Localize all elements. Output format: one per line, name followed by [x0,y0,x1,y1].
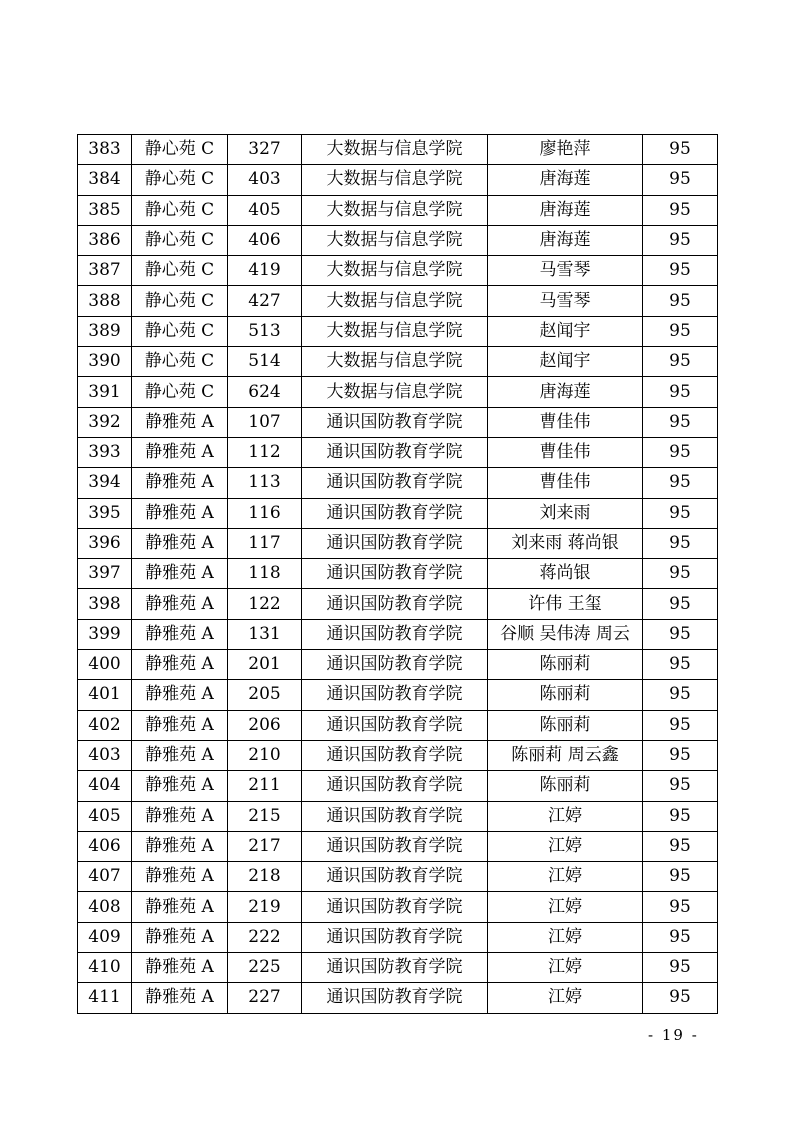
cell-building: 静雅苑 A [132,771,228,801]
cell-room: 225 [228,953,302,983]
cell-number: 399 [78,619,132,649]
cell-room: 117 [228,528,302,558]
cell-building: 静雅苑 A [132,680,228,710]
table-row [78,135,718,165]
cell-college: 大数据与信息学院 [302,135,488,165]
cell-building: 静雅苑 A [132,983,228,1013]
cell-name: 江婷 [488,862,643,892]
cell-room: 206 [228,710,302,740]
cell-name: 曹佳伟 [488,468,643,498]
cell-room: 107 [228,407,302,437]
cell-room: 227 [228,983,302,1013]
cell-building: 静雅苑 A [132,740,228,770]
table-row [78,528,718,558]
cell-name: 唐海莲 [488,225,643,255]
cell-college: 通识国防教育学院 [302,801,488,831]
cell-number: 385 [78,195,132,225]
cell-number: 390 [78,347,132,377]
table-row [78,468,718,498]
cell-score: 95 [643,407,718,437]
cell-college: 通识国防教育学院 [302,953,488,983]
cell-name: 陈丽莉 周云鑫 [488,740,643,770]
table-row [78,953,718,983]
cell-room: 217 [228,831,302,861]
cell-score: 95 [643,468,718,498]
cell-room: 427 [228,286,302,316]
cell-college: 通识国防教育学院 [302,468,488,498]
cell-room: 219 [228,892,302,922]
cell-name: 陈丽莉 [488,680,643,710]
cell-room: 624 [228,377,302,407]
cell-building: 静雅苑 A [132,589,228,619]
cell-score: 95 [643,892,718,922]
cell-room: 205 [228,680,302,710]
cell-number: 397 [78,559,132,589]
cell-name: 唐海莲 [488,165,643,195]
cell-number: 396 [78,528,132,558]
cell-room: 112 [228,437,302,467]
cell-score: 95 [643,831,718,861]
cell-room: 211 [228,771,302,801]
cell-name: 江婷 [488,922,643,952]
cell-number: 388 [78,286,132,316]
table-row [78,619,718,649]
cell-building: 静心苑 C [132,165,228,195]
cell-name: 刘来雨 [488,498,643,528]
cell-room: 218 [228,862,302,892]
cell-college: 大数据与信息学院 [302,256,488,286]
cell-building: 静心苑 C [132,225,228,255]
cell-building: 静雅苑 A [132,559,228,589]
cell-college: 通识国防教育学院 [302,983,488,1013]
cell-college: 通识国防教育学院 [302,922,488,952]
table-row [78,347,718,377]
cell-number: 404 [78,771,132,801]
cell-score: 95 [643,437,718,467]
cell-college: 大数据与信息学院 [302,347,488,377]
cell-building: 静雅苑 A [132,498,228,528]
table-row [78,680,718,710]
cell-score: 95 [643,771,718,801]
cell-college: 大数据与信息学院 [302,225,488,255]
cell-number: 392 [78,407,132,437]
cell-number: 411 [78,983,132,1013]
table-row [78,559,718,589]
cell-room: 403 [228,165,302,195]
cell-room: 118 [228,559,302,589]
cell-building: 静雅苑 A [132,831,228,861]
cell-name: 江婷 [488,983,643,1013]
cell-number: 407 [78,862,132,892]
cell-room: 131 [228,619,302,649]
cell-college: 通识国防教育学院 [302,680,488,710]
cell-building: 静雅苑 A [132,953,228,983]
table-row [78,498,718,528]
cell-score: 95 [643,801,718,831]
cell-score: 95 [643,377,718,407]
table-row [78,922,718,952]
cell-number: 395 [78,498,132,528]
cell-score: 95 [643,195,718,225]
table-row [78,650,718,680]
cell-name: 唐海莲 [488,195,643,225]
cell-name: 马雪琴 [488,286,643,316]
cell-building: 静心苑 C [132,316,228,346]
cell-name: 曹佳伟 [488,437,643,467]
cell-number: 391 [78,377,132,407]
table-row [78,892,718,922]
dormitory-score-table [77,134,718,1014]
cell-number: 410 [78,953,132,983]
cell-building: 静心苑 C [132,377,228,407]
cell-college: 通识国防教育学院 [302,528,488,558]
table-row [78,771,718,801]
cell-score: 95 [643,650,718,680]
cell-college: 大数据与信息学院 [302,377,488,407]
table-row [78,286,718,316]
cell-room: 419 [228,256,302,286]
cell-score: 95 [643,983,718,1013]
cell-number: 401 [78,680,132,710]
table-row [78,862,718,892]
cell-number: 403 [78,740,132,770]
cell-building: 静心苑 C [132,195,228,225]
cell-number: 387 [78,256,132,286]
cell-number: 408 [78,892,132,922]
cell-college: 通识国防教育学院 [302,619,488,649]
cell-college: 大数据与信息学院 [302,286,488,316]
cell-college: 通识国防教育学院 [302,710,488,740]
cell-college: 通识国防教育学院 [302,589,488,619]
cell-building: 静心苑 C [132,347,228,377]
cell-room: 327 [228,135,302,165]
cell-number: 393 [78,437,132,467]
cell-score: 95 [643,165,718,195]
table-row [78,437,718,467]
cell-room: 514 [228,347,302,377]
cell-number: 402 [78,710,132,740]
cell-building: 静雅苑 A [132,528,228,558]
cell-score: 95 [643,225,718,255]
cell-name: 陈丽莉 [488,650,643,680]
cell-room: 222 [228,922,302,952]
cell-number: 384 [78,165,132,195]
cell-college: 通识国防教育学院 [302,498,488,528]
cell-name: 许伟 王玺 [488,589,643,619]
cell-name: 江婷 [488,831,643,861]
cell-college: 通识国防教育学院 [302,559,488,589]
cell-score: 95 [643,922,718,952]
cell-room: 215 [228,801,302,831]
cell-name: 陈丽莉 [488,710,643,740]
cell-name: 马雪琴 [488,256,643,286]
cell-number: 398 [78,589,132,619]
page-number: - 19 - [648,1026,699,1044]
cell-college: 通识国防教育学院 [302,650,488,680]
table-row [78,256,718,286]
table-row [78,710,718,740]
table-row [78,983,718,1013]
cell-score: 95 [643,589,718,619]
cell-score: 95 [643,710,718,740]
table-row [78,195,718,225]
cell-number: 406 [78,831,132,861]
cell-name: 曹佳伟 [488,407,643,437]
cell-college: 通识国防教育学院 [302,407,488,437]
cell-building: 静雅苑 A [132,892,228,922]
cell-score: 95 [643,680,718,710]
table-row [78,225,718,255]
cell-name: 赵闻宇 [488,316,643,346]
table-row [78,377,718,407]
cell-college: 大数据与信息学院 [302,195,488,225]
table-row [78,801,718,831]
cell-score: 95 [643,256,718,286]
cell-college: 通识国防教育学院 [302,831,488,861]
cell-college: 通识国防教育学院 [302,740,488,770]
table-row [78,407,718,437]
cell-building: 静心苑 C [132,135,228,165]
table-row [78,589,718,619]
cell-room: 116 [228,498,302,528]
cell-score: 95 [643,953,718,983]
cell-name: 蒋尚银 [488,559,643,589]
cell-building: 静雅苑 A [132,468,228,498]
cell-score: 95 [643,740,718,770]
cell-room: 210 [228,740,302,770]
cell-building: 静心苑 C [132,256,228,286]
cell-score: 95 [643,619,718,649]
cell-college: 通识国防教育学院 [302,437,488,467]
cell-name: 江婷 [488,801,643,831]
cell-college: 大数据与信息学院 [302,316,488,346]
cell-building: 静雅苑 A [132,619,228,649]
cell-score: 95 [643,135,718,165]
cell-name: 廖艳萍 [488,135,643,165]
cell-building: 静心苑 C [132,286,228,316]
cell-room: 405 [228,195,302,225]
cell-college: 通识国防教育学院 [302,892,488,922]
table-row [78,165,718,195]
table-row [78,831,718,861]
cell-number: 383 [78,135,132,165]
cell-name: 谷顺 吴伟涛 周云 [488,619,643,649]
cell-name: 唐海莲 [488,377,643,407]
cell-score: 95 [643,862,718,892]
cell-building: 静雅苑 A [132,801,228,831]
cell-room: 113 [228,468,302,498]
cell-number: 409 [78,922,132,952]
cell-number: 405 [78,801,132,831]
cell-score: 95 [643,286,718,316]
cell-college: 通识国防教育学院 [302,862,488,892]
cell-score: 95 [643,498,718,528]
cell-score: 95 [643,347,718,377]
table-row [78,316,718,346]
cell-score: 95 [643,559,718,589]
cell-room: 406 [228,225,302,255]
cell-number: 389 [78,316,132,346]
cell-number: 394 [78,468,132,498]
cell-room: 513 [228,316,302,346]
cell-building: 静雅苑 A [132,650,228,680]
cell-building: 静雅苑 A [132,862,228,892]
cell-college: 通识国防教育学院 [302,771,488,801]
cell-name: 江婷 [488,953,643,983]
cell-number: 400 [78,650,132,680]
cell-name: 赵闻宇 [488,347,643,377]
cell-room: 122 [228,589,302,619]
cell-score: 95 [643,316,718,346]
cell-name: 刘来雨 蒋尚银 [488,528,643,558]
cell-room: 201 [228,650,302,680]
cell-college: 大数据与信息学院 [302,165,488,195]
cell-name: 陈丽莉 [488,771,643,801]
cell-building: 静雅苑 A [132,437,228,467]
cell-building: 静雅苑 A [132,407,228,437]
cell-score: 95 [643,528,718,558]
cell-building: 静雅苑 A [132,922,228,952]
cell-name: 江婷 [488,892,643,922]
table-body [78,135,718,1014]
cell-building: 静雅苑 A [132,710,228,740]
table-row [78,740,718,770]
cell-number: 386 [78,225,132,255]
